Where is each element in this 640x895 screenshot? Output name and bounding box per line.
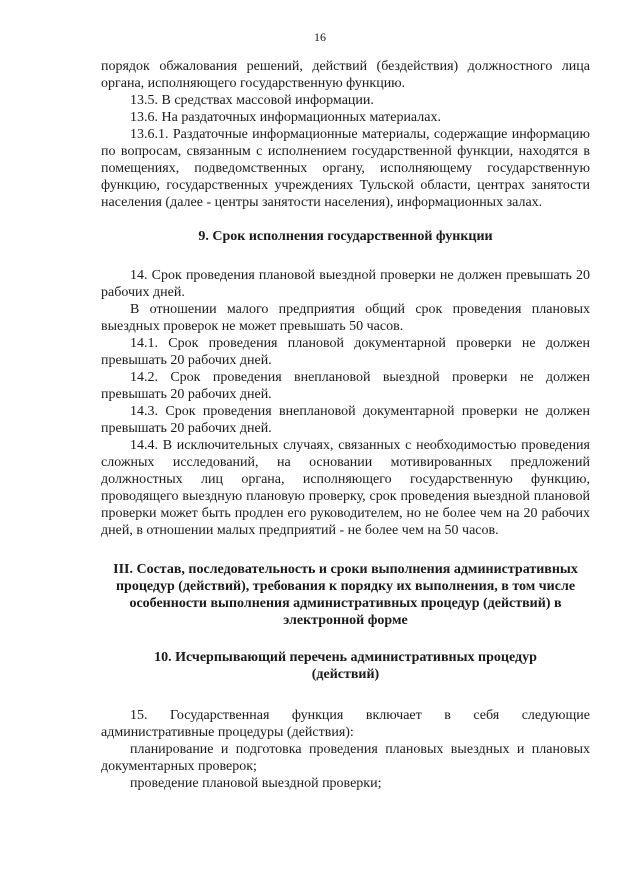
- document-body: [101, 58, 590, 792]
- part-heading-3: III. Состав, последовательность и сроки выполнения административных процедур (действий), требования к порядку их выполнения, в том числе особенности выполнения административных процедур (действий) в электронной форме: [113, 562, 578, 628]
- paragraph: 13.6. На раздаточных информационных материалах.: [130, 110, 441, 125]
- paragraph: 13.6.1. Раздаточные информационные материалы, содержащие информацию по вопросам, связанным с исполнением государственной функции, находятся в помещениях, подведомственных органу, исполняющему государственную функцию, государственных учреждениях Тульской области, центрах занятости населения (далее - центры занятости населения), информационных залах.: [101, 127, 590, 210]
- paragraph: 14.4. В исключительных случаях, связанных с необходимостью проведения сложных исследований, на основании мотивированных предложений должностных лиц органа, исполняющего государственную функцию, проводящего выездную плановую проверку, срок проведения выездной плановой проверки может быть продлен его руководителем, но не более чем на 20 рабочих дней, в отношении малых предприятий - не более чем на 50 часов.: [101, 438, 590, 538]
- paragraph: 14.3. Срок проведения внеплановой документарной проверки не должен превышать 20 рабочих дней.: [101, 404, 590, 436]
- section-heading-9: 9. Срок исполнения государственной функции: [198, 229, 493, 244]
- page-number: 16: [314, 30, 326, 44]
- paragraph: 14. Срок проведения плановой выездной проверки не должен превышать 20 рабочих дней.: [101, 268, 590, 300]
- paragraph: планирование и подготовка проведения плановых выездных и плановых документарных проверок;: [101, 742, 590, 774]
- paragraph: В отношении малого предприятия общий срок проведения плановых выездных проверок не может превышать 50 часов.: [101, 302, 590, 334]
- paragraph: 15. Государственная функция включает в себя следующие административные процедуры (действия):: [101, 708, 590, 740]
- paragraph: порядок обжалования решений, действий (бездействия) должностного лица органа, исполняющего государственную функцию.: [101, 59, 590, 91]
- paragraph: 13.5. В средствах массовой информации.: [130, 93, 374, 108]
- section-heading-10: 10. Исчерпывающий перечень административных процедур (действий): [154, 650, 537, 682]
- paragraph: 14.2. Срок проведения внеплановой выездной проверки не должен превышать 20 рабочих дней.: [101, 370, 590, 402]
- paragraph: 14.1. Срок проведения плановой документарной проверки не должен превышать 20 рабочих дней.: [101, 336, 590, 368]
- paragraph: проведение плановой выездной проверки;: [130, 776, 382, 791]
